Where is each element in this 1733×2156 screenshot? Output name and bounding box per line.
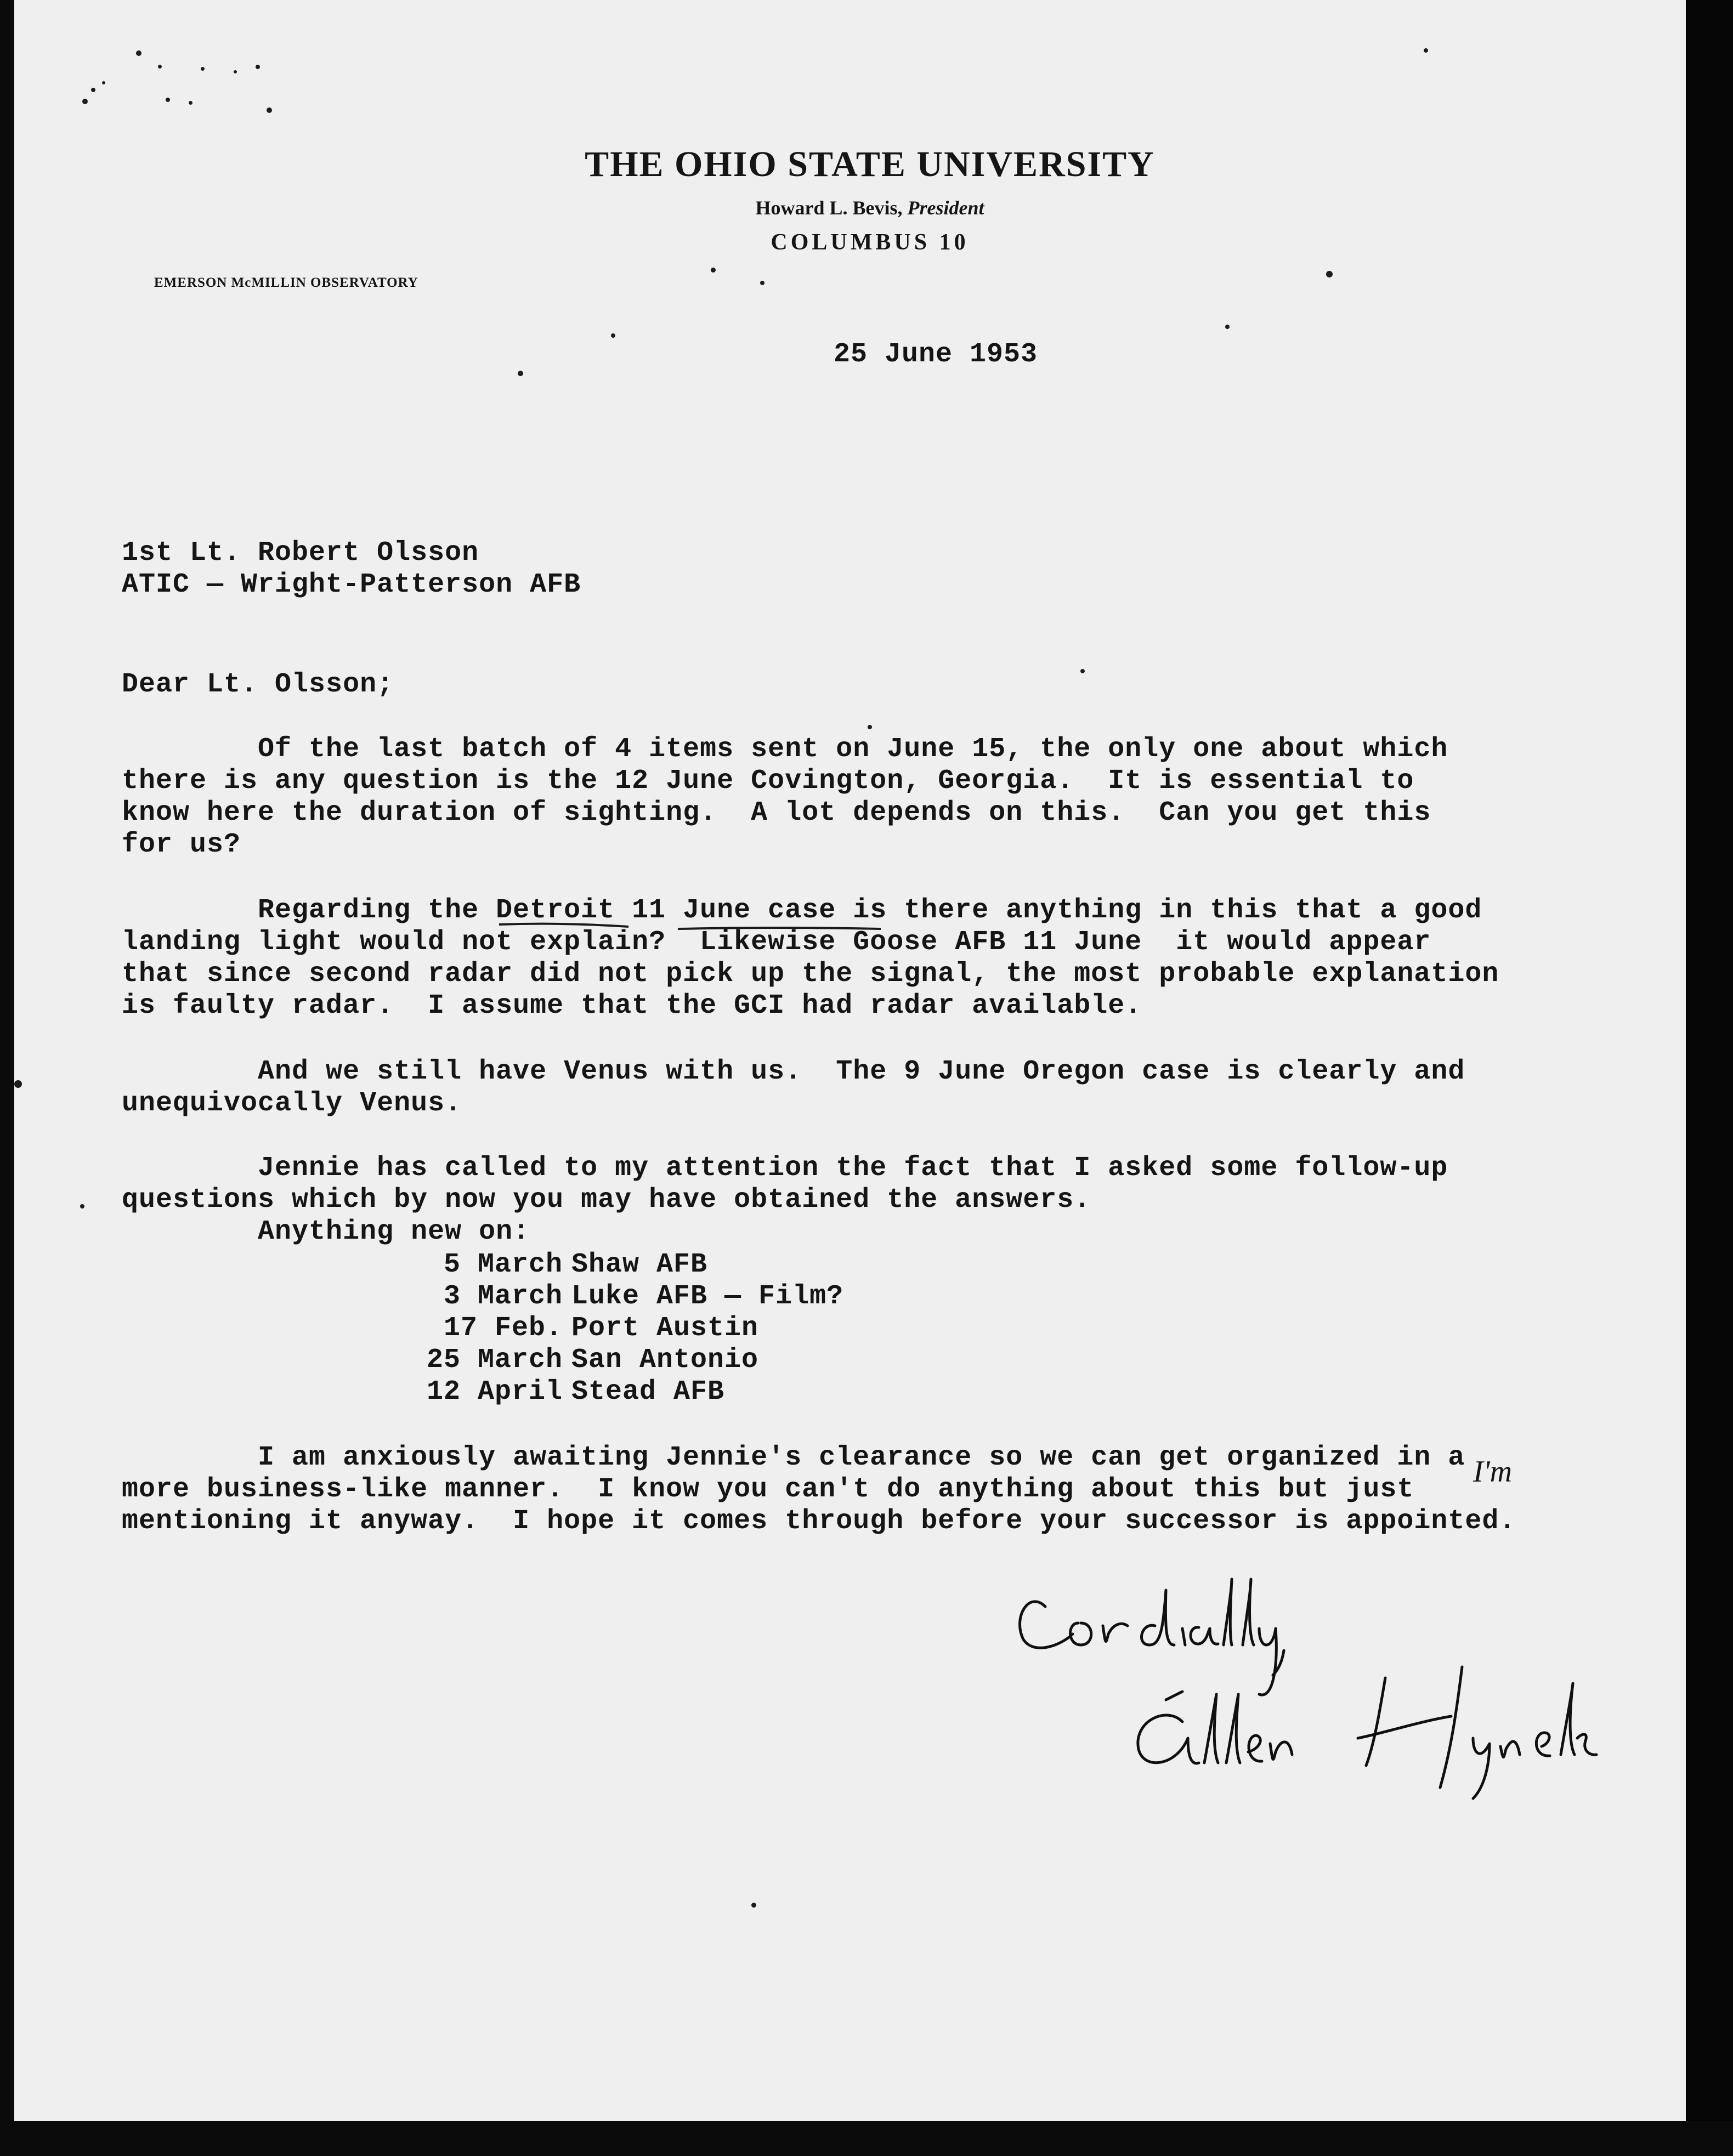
paragraph-4-line: Anything new on:: [122, 1216, 530, 1247]
scan-speck: [234, 70, 237, 73]
item-place: Port Austin: [571, 1313, 759, 1344]
scan-speck: [102, 81, 105, 84]
paragraph-5-line: mentioning it anyway. I hope it comes through before your successor is appointed.: [122, 1506, 1516, 1537]
item-date: 5 March: [443, 1249, 563, 1280]
paragraph-2-line: is faulty radar. I assume that the GCI had radar available.: [122, 990, 1142, 1022]
item-place: San Antonio: [571, 1344, 759, 1376]
department-name: EMERSON McMILLIN OBSERVATORY: [154, 275, 418, 290]
scan-speck: [611, 333, 615, 338]
letter-date: 25 June 1953: [834, 339, 1038, 370]
scan-speck: [136, 50, 141, 56]
item-date: 17 Feb.: [443, 1313, 563, 1344]
scan-border-bottom: [0, 2121, 1733, 2156]
paragraph-3-line: And we still have Venus with us. The 9 June Oregon case is clearly and: [122, 1056, 1465, 1087]
scan-speck: [1225, 325, 1230, 329]
paragraph-1-line: Of the last batch of 4 items sent on June 15, the only one about which: [122, 734, 1448, 765]
president-line: [563, 196, 1177, 219]
letter-page: [14, 0, 1686, 2121]
paragraph-4-line: Jennie has called to my attention the fact that I asked some follow-up: [122, 1153, 1448, 1184]
city-line: COLUMBUS 10: [771, 230, 969, 255]
scan-speck: [711, 268, 716, 273]
item-date: 3 March: [443, 1281, 563, 1312]
signature-drawing: [1001, 1557, 1686, 1815]
paragraph-4-line: questions which by now you may have obtained the answers.: [122, 1184, 1091, 1216]
scan-speck: [751, 1903, 756, 1908]
item-place: Stead AFB: [571, 1376, 725, 1408]
scan-speck: [868, 725, 872, 729]
handwritten-insertion: I'm: [1473, 1455, 1513, 1489]
paragraph-2-line: Regarding the Detroit 11 June case is there anything in this that a good: [122, 895, 1482, 926]
recipient-line-1: 1st Lt. Robert Olsson: [122, 537, 479, 569]
scan-speck: [267, 107, 272, 113]
paragraph-1-line: for us?: [122, 829, 241, 860]
scan-speck: [1080, 669, 1085, 673]
scan-speck: [518, 371, 523, 376]
scan-speck: [158, 65, 162, 69]
scan-speck: [1326, 271, 1333, 277]
scan-speck: [760, 281, 764, 285]
scan-speck: [1424, 48, 1428, 53]
recipient-line-2: ATIC — Wright-Patterson AFB: [122, 569, 581, 600]
item-place: Shaw AFB: [571, 1249, 708, 1280]
scan-border-right: [1686, 0, 1733, 2156]
scan-speck: [256, 65, 260, 69]
president-title: President: [907, 197, 984, 219]
item-date: 25 March: [426, 1344, 563, 1376]
paragraph-5-line: I am anxiously awaiting Jennie's clearance so we can get organized in a: [122, 1442, 1465, 1473]
scan-speck: [80, 1204, 84, 1209]
paragraph-1-line: there is any question is the 12 June Covington, Georgia. It is essential to: [122, 765, 1414, 797]
paragraph-2-line: that since second radar did not pick up the signal, the most probable explanation: [122, 958, 1499, 990]
underline-marks: [497, 921, 990, 932]
salutation: Dear Lt. Olsson;: [122, 669, 394, 700]
president-name: Howard L. Bevis,: [755, 197, 903, 219]
item-date: 12 April: [426, 1376, 563, 1408]
paragraph-2-line: landing light would not explain? Likewise Goose AFB 11 June it would appear: [122, 927, 1431, 958]
scan-speck: [91, 88, 95, 92]
scan-speck: [166, 98, 170, 102]
scan-speck: [201, 67, 205, 71]
paragraph-1-line: know here the duration of sighting. A lot depends on this. Can you get this: [122, 797, 1431, 829]
university-name: THE OHIO STATE UNIVERSITY: [585, 144, 1155, 184]
scan-speck: [189, 101, 192, 105]
scan-speck: [14, 1080, 22, 1088]
paragraph-5-line: more business-like manner. I know you can't do anything about this but just: [122, 1474, 1414, 1505]
scan-speck: [82, 99, 88, 104]
paragraph-3-line: unequivocally Venus.: [122, 1088, 462, 1119]
item-place: Luke AFB — Film?: [571, 1281, 844, 1312]
